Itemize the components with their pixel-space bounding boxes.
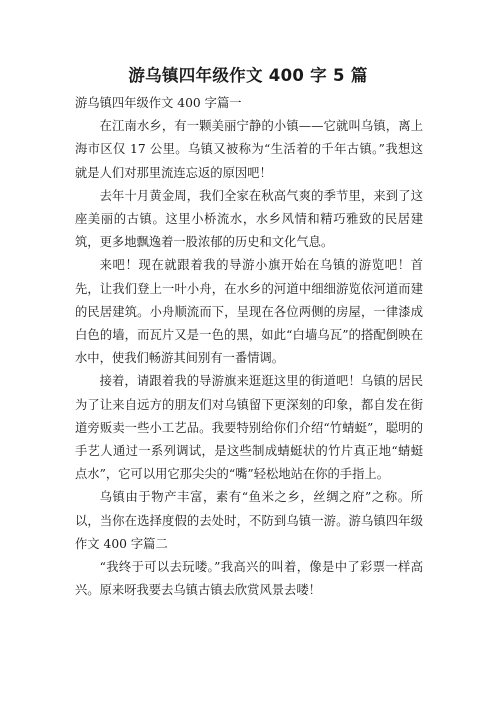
document-body bbox=[75, 92, 423, 602]
paragraph: “我终于可以去玩喽。”我高兴的叫着，像是中了彩票一样高兴。原来呀我要去乌镇古镇去欣赏风景去喽！ bbox=[75, 560, 423, 598]
paragraph: 在江南水乡，有一颗美丽宁静的小镇——它就叫乌镇，离上海市区仅 17 公里。乌镇又被称为“生活着的千年古镇。”我想这就是人们对那里流连忘返的原因吧！ bbox=[75, 119, 423, 180]
section-heading: 游乌镇四年级作文 400 字篇一 bbox=[75, 96, 242, 110]
paragraph: 乌镇由于物产丰富，素有“鱼米之乡，丝绸之府”之称。所以，当你在选择度假的去处时，不防到乌镇一游。游乌镇四年级作文 400 字篇二 bbox=[75, 490, 423, 551]
paragraph: 来吧！现在就跟着我的导游小旗开始在乌镇的游览吧！首先，让我们登上一叶小舟，在水乡的河道中细细游览依河道而建的民居建筑。小舟顺流而下，呈现在各位两侧的房屋，一律漆成白色的墙，而瓦片又是一色的黑，如此“白墙乌瓦”的搭配倒映在水中，使我们畅游其间别有一番情调。 bbox=[75, 258, 423, 366]
paragraph: 接着，请跟着我的导游旗来逛逛这里的街道吧！乌镇的居民为了让来自远方的朋友们对乌镇留下更深刻的印象，都自发在街道旁贩卖一些小工艺品。我要特别给你们介绍“竹蜻蜓”，聪明的手艺人通过一系列调试，是这些制成蜻蜓状的竹片真正地“蜻蜓点水”，它可以用它那尖尖的“嘴”轻松地站在你的手指上。 bbox=[75, 374, 423, 482]
paragraph: 去年十月黄金周，我们全家在秋高气爽的季节里，来到了这座美丽的古镇。这里小桥流水，水乡风情和精巧雅致的民居建筑，更多地飘逸着一股浓郁的历史和文化气息。 bbox=[75, 188, 423, 250]
document-title: 游乌镇四年级作文 400 字 5 篇 bbox=[128, 66, 368, 85]
